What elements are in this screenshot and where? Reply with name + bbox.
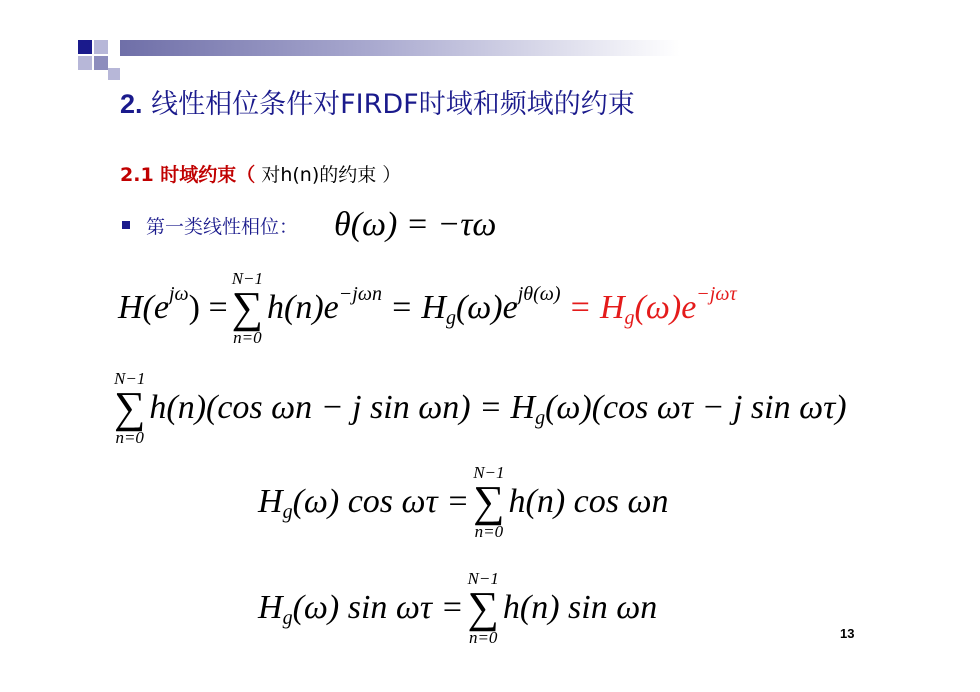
eq3-lhs: H [258, 483, 283, 520]
eq1-mid-sup: jθ(ω) [517, 282, 561, 305]
title-text: 线性相位条件对FIRDF时域和频域的约束 [151, 89, 635, 120]
eq2-sub: g [535, 406, 546, 429]
eq2-sum: N−1 ∑ n=0 [114, 369, 146, 447]
eq1-red-eq: = H [568, 289, 625, 326]
eq1-red2: (ω)e [634, 289, 697, 326]
slide-title [120, 82, 635, 121]
eq4-sub: g [282, 606, 293, 629]
eq4-lhs: H [258, 589, 283, 626]
section-subtitle [120, 160, 401, 187]
eq4-sum: N−1 ∑ n=0 [467, 569, 499, 647]
bullet-text: 第一类线性相位： [146, 215, 299, 238]
eq1-sum: N−1 ∑ n=0 [231, 269, 264, 347]
eq1-red-sub: g [624, 306, 635, 329]
square-bullet-icon [122, 221, 130, 229]
eq3-lhs2: (ω) cos ωτ = [292, 483, 470, 520]
equation-3 [258, 456, 669, 548]
eq4-lhs2: (ω) sin ωτ = [292, 589, 464, 626]
eq2-body: h(n)(cos ωn − j sin ωn) = H [149, 389, 536, 426]
eq1-mid2: (ω)e [455, 289, 518, 326]
eq1-lhs-sup: jω [168, 282, 189, 305]
eq3-sum: N−1 ∑ n=0 [473, 463, 505, 541]
title-number: 2. [120, 89, 143, 119]
eq2-body2: (ω)(cos ωτ − j sin ωτ) [545, 389, 847, 426]
eq3-rhs: h(n) cos ωn [508, 483, 669, 520]
subtitle-black: 对h(n)的约束 ） [255, 164, 402, 186]
subtitle-red: 2.1 时域约束（ [120, 164, 256, 186]
eq1-term1-sup: −jωn [338, 282, 382, 305]
equation-1 [118, 262, 737, 354]
page-number: 13 [840, 626, 855, 641]
eq1-red-sup: −jωτ [696, 282, 737, 305]
eq4-rhs: h(n) sin ωn [502, 589, 658, 626]
phase-equation: θ(ω) = −τω [334, 206, 497, 243]
eq1-lhs: H(e [118, 289, 169, 326]
eq1-mid-sub: g [445, 306, 456, 329]
eq3-sub: g [282, 500, 293, 523]
bullet-item [120, 205, 496, 245]
eq1-term1: h(n)e [267, 289, 339, 326]
equation-4 [258, 562, 657, 654]
eq1-lhs-close: ) = [188, 289, 228, 326]
eq1-mid: = H [389, 289, 446, 326]
header-gradient-bar [120, 40, 680, 56]
equation-2 [110, 362, 847, 454]
